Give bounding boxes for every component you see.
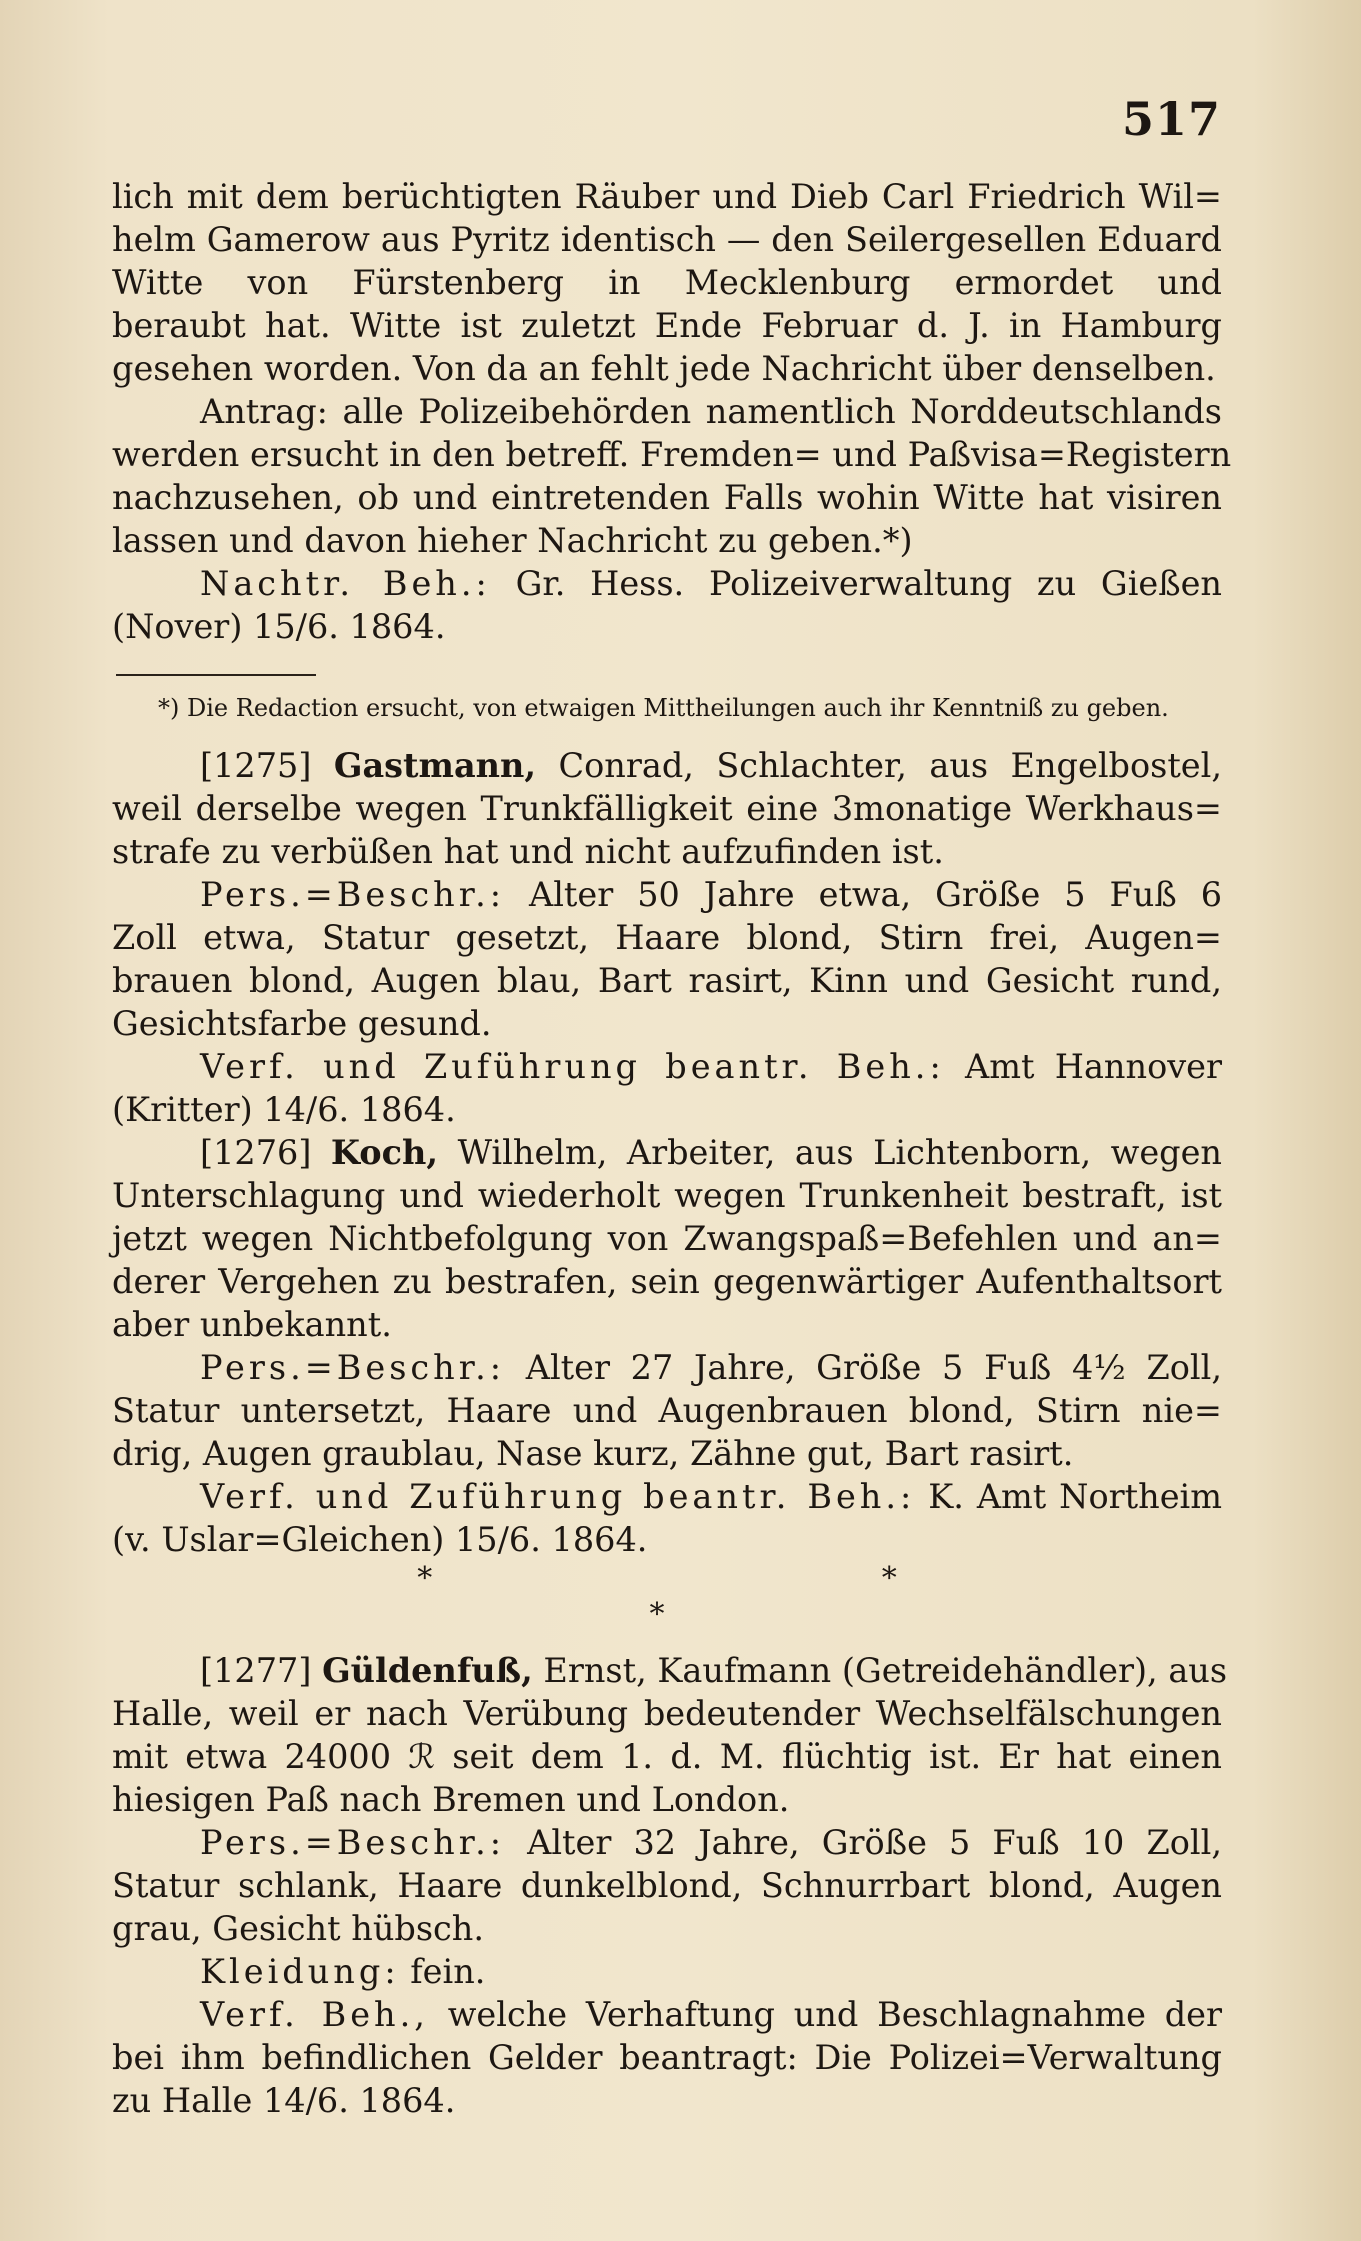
entry-1277 [112, 1649, 1228, 2122]
continuation-entry [112, 175, 1232, 648]
text-line: hiesigen Paß nach Bremen und London. [112, 1780, 790, 1819]
description-line [112, 1821, 1222, 1864]
text-line: Antrag: alle Polizeibehörden namentlich Norddeutschlands [200, 392, 1222, 431]
description-label: Pers.=Beschr.: [200, 875, 506, 914]
text-line: Witte von Fürstenberg in Mecklenburg ermordet und [112, 263, 1222, 302]
authority-text: welche Verhaftung und Beschlagnahme der [447, 1995, 1222, 2034]
text-line: Statur untersetzt, Haare und Augenbrauen blond, Stirn nie= [112, 1391, 1222, 1430]
entry-number: [1277] [200, 1651, 312, 1690]
text-line: werden ersucht in den betreff. Fremden= und Paßvisa=Registern [112, 435, 1232, 474]
authority-line [112, 1993, 1222, 2036]
text-line: mit etwa 24000 ℛ seit dem 1. d. M. flüchtig ist. Er hat einen [112, 1737, 1222, 1776]
text-line: Halle, weil er nach Verübung bedeutender Wechselfälschungen [112, 1694, 1222, 1733]
authority-label: Verf. Beh., [200, 1995, 429, 2034]
text-line: jetzt wegen Nichtbefolgung von Zwangspaß=Befehlen und an= [112, 1219, 1222, 1258]
page-body [112, 175, 1232, 2122]
entry-name: Güldenfuß, [322, 1651, 533, 1690]
footnote: *) Die Redaction ersucht, von etwaigen Mittheilungen auch ihr Kenntniß zu geben. [158, 694, 1169, 722]
text-line: lich mit dem berüchtigten Räuber und Dieb Carl Friedrich Wil= [112, 177, 1222, 216]
description-line [112, 1346, 1222, 1389]
entry-text: Conrad, Schlachter, aus Engelbostel, [558, 746, 1222, 785]
nachtrag-label: Nachtr. Beh.: [200, 564, 491, 603]
authority-line [112, 1475, 1222, 1518]
clothing-label: Kleidung: [200, 1952, 400, 1991]
authority-text: Amt Hannover [965, 1047, 1222, 1086]
entry-number: [1276] [200, 1133, 312, 1172]
description-text: Alter 32 Jahre, Größe 5 Fuß 10 Zoll, [527, 1823, 1222, 1862]
text-line: derer Vergehen zu bestrafen, sein gegenwärtiger Aufenthaltsort [112, 1262, 1222, 1301]
text-line: gesehen worden. Von da an fehlt jede Nachricht über denselben. [112, 349, 1216, 388]
entry-text: Wilhelm, Arbeiter, aus Lichtenborn, wegen [457, 1133, 1222, 1172]
text-line: helm Gamerow aus Pyritz identisch — den Seilergesellen Eduard [112, 220, 1222, 259]
entry-name: Gastmann, [333, 746, 537, 785]
description-text: Alter 50 Jahre etwa, Größe 5 Fuß 6 [529, 875, 1223, 914]
nachtrag-text: Gr. Hess. Polizeiverwaltung zu Gießen [515, 564, 1223, 603]
text-line: Unterschlagung und wiederholt wegen Trunkenheit bestraft, ist [112, 1176, 1222, 1215]
entry-1276 [112, 1131, 1222, 1561]
text-line: Statur schlank, Haare dunkelblond, Schnurrbart blond, Augen [112, 1866, 1222, 1905]
text-line: brauen blond, Augen blau, Bart rasirt, Kinn und Gesicht rund, [112, 961, 1222, 1000]
nachtrag-line [112, 562, 1222, 605]
text-line: weil derselbe wegen Trunkfälligkeit eine 3monatige Werkhaus= [112, 789, 1222, 828]
entry-heading-line [112, 1649, 1228, 1692]
text-line: strafe zu verbüßen hat und nicht aufzufinden ist. [112, 832, 944, 871]
text-line: drig, Augen graublau, Nase kurz, Zähne gut, Bart rasirt. [112, 1434, 1074, 1473]
text-line: nachzusehen, ob und eintretenden Falls wohin Witte hat visiren [112, 478, 1222, 517]
text-line: lassen und davon hieher Nachricht zu geben.*) [112, 521, 913, 560]
description-label: Pers.=Beschr.: [200, 1823, 506, 1862]
entry-name: Koch, [330, 1133, 439, 1172]
description-line [112, 873, 1222, 916]
text-line: Zoll etwa, Statur gesetzt, Haare blond, Stirn frei, Augen= [112, 918, 1222, 957]
authority-line [112, 1045, 1222, 1088]
authority-label: Verf. und Zuführung beantr. Beh.: [200, 1047, 945, 1086]
text-line: grau, Gesicht hübsch. [112, 1909, 485, 1948]
entry-text: Ernst, Kaufmann (Getreidehändler), aus [543, 1651, 1228, 1690]
text-line: beraubt hat. Witte ist zuletzt Ende Februar d. J. in Hamburg [112, 306, 1222, 345]
section-separator: * * * [417, 1561, 1117, 1632]
text-line: bei ihm befindlichen Gelder beantragt: Die Polizei=Verwaltung [112, 2038, 1222, 2077]
clothing-line [112, 1950, 1222, 1993]
nachtrag-date: (Nover) 15/6. 1864. [112, 607, 446, 646]
description-label: Pers.=Beschr.: [200, 1348, 506, 1387]
entry-heading-line [112, 744, 1222, 787]
clothing-text: fein. [410, 1952, 486, 1991]
entry-number: [1275] [200, 746, 312, 785]
text-line: Gesichtsfarbe gesund. [112, 1004, 492, 1043]
entry-heading-line [112, 1131, 1222, 1174]
authority-date: (Kritter) 14/6. 1864. [112, 1090, 456, 1129]
entry-1275 [112, 744, 1222, 1131]
authority-text: K. Amt Northeim [928, 1477, 1223, 1516]
footnote-rule [116, 674, 316, 676]
description-text: Alter 27 Jahre, Größe 5 Fuß 4½ Zoll, [525, 1348, 1222, 1387]
authority-label: Verf. und Zuführung beantr. Beh.: [200, 1477, 916, 1516]
page-number: 517 [1121, 92, 1221, 146]
text-line: zu Halle 14/6. 1864. [112, 2081, 456, 2120]
text-line: aber unbekannt. [112, 1305, 392, 1344]
authority-date: (v. Uslar=Gleichen) 15/6. 1864. [112, 1520, 648, 1559]
